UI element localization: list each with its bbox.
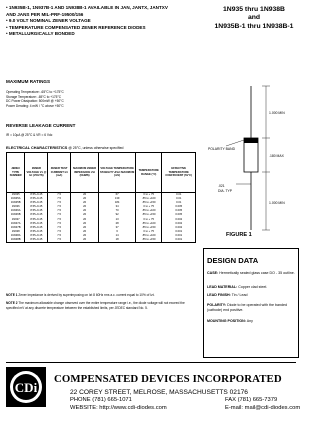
table-cell: 0.01 <box>162 193 196 198</box>
table-header: JEDEC TYPE NUMBER <box>7 153 25 193</box>
table-cell: 20 <box>70 222 98 226</box>
table-cell: 1N936 <box>7 205 25 209</box>
electrical-table <box>6 152 196 243</box>
dim-mid: .180 MAX <box>269 154 284 158</box>
table-cell: 8.55~9.45 <box>25 197 48 201</box>
table-cell: 28 <box>99 222 136 226</box>
table-cell: 8.55~9.45 <box>25 213 48 217</box>
table-cell: 0.002 <box>162 226 196 230</box>
table-cell: 7.5 <box>48 193 71 198</box>
table-cell: 20 <box>70 218 98 222</box>
table-cell: 1N938B <box>7 238 25 243</box>
company-address: 22 COREY STREET, MELROSE, MASSACHUSETTS 02176 <box>70 389 248 396</box>
table-cell: 0.005 <box>162 205 196 209</box>
note-2 <box>6 301 196 310</box>
design-item-text: Diode to be operated with the banded (cathode) end positive. <box>207 303 288 312</box>
dim-bot: 1.000 MIN <box>269 201 285 205</box>
table-cell: 8.55~9.45 <box>25 222 48 226</box>
table-cell: 20 <box>70 197 98 201</box>
bullet-1-cont: AND JANS PER MIL-PRF-19500/156 <box>6 11 84 17</box>
table-cell: 20 <box>70 201 98 205</box>
table-cell: 7.5 <box>48 238 71 243</box>
table-cell: 13 <box>99 218 136 222</box>
table-cell: 1N935 <box>7 193 25 198</box>
table-cell: -55 to +150 <box>135 226 161 230</box>
design-item-label: MOUNTING POSITION: <box>207 319 246 323</box>
company-logo <box>6 367 46 407</box>
table-cell: 7.5 <box>48 205 71 209</box>
table-cell: -55 to +100 <box>135 222 161 226</box>
max-rating-line: Storage Temperature: -65°C to +175°C <box>6 94 62 99</box>
table-cell: 0 to + 75 <box>135 193 161 198</box>
table-cell: 7.5 <box>48 222 71 226</box>
table-cell: 0.002 <box>162 222 196 226</box>
company-website[interactable]: WEBSITE: http://www.cdi-diodes.com <box>70 405 167 411</box>
note-1-label: NOTE 1 <box>6 293 18 297</box>
table-cell: 139 <box>99 197 136 201</box>
table-cell: 1N936A <box>7 209 25 213</box>
table-cell: 1N937B <box>7 226 25 230</box>
company-phone: PHONE (781) 665-1071 <box>70 397 132 403</box>
electrical-title-main: ELECTRICAL CHARACTERISTICS <box>6 146 68 150</box>
cathode-band <box>244 138 258 143</box>
table-cell: -55 to +150 <box>135 238 161 243</box>
table-cell: 8.55~9.45 <box>25 201 48 205</box>
table-cell: 34 <box>99 205 136 209</box>
electrical-title <box>6 146 123 150</box>
design-item-mounting <box>207 319 295 324</box>
table-cell: 18 <box>99 238 136 243</box>
table-cell: 1N935B <box>7 201 25 205</box>
table-header: ZENER VOLTAGE Vz @ Izt (VOLTS) <box>25 153 48 193</box>
design-item-text: Tin / Lead <box>231 293 248 297</box>
table-cell: 1N938A <box>7 234 25 238</box>
bullet-4: • METALLURGICALLY BONDED <box>6 31 75 37</box>
table-cell: 20 <box>70 209 98 213</box>
max-ratings-list <box>6 90 186 108</box>
table-cell: 1N936B <box>7 213 25 217</box>
table-cell: 14 <box>99 234 136 238</box>
design-item-text: Any <box>246 319 253 323</box>
table-cell: 20 <box>70 205 98 209</box>
table-cell: 7.5 <box>48 226 71 230</box>
table-cell: -55 to +150 <box>135 201 161 205</box>
part-line-2: and <box>247 14 261 22</box>
design-item-label: LEAD MATERIAL: <box>207 285 238 289</box>
diode-body <box>244 138 258 172</box>
table-cell: 8.55~9.45 <box>25 234 48 238</box>
design-data-title: DESIGN DATA <box>207 256 259 265</box>
design-item-text: Copper clad steel. <box>238 285 268 289</box>
table-cell: 1N937A <box>7 222 25 226</box>
part-line-3: 1N935B-1 thru 1N938B-1 <box>214 22 294 30</box>
company-fax: FAX (781) 665-7379 <box>225 397 278 403</box>
table-cell: 7.5 <box>48 209 71 213</box>
design-item-lead-finish <box>207 293 295 298</box>
table-cell: 0.005 <box>162 209 196 213</box>
diode-outline-diagram <box>206 84 296 232</box>
feature-bullets <box>6 5 196 38</box>
reverse-leakage-title: REVERSE LEAKAGE CURRENT <box>6 123 76 128</box>
max-ratings-title: MAXIMUM RATINGS <box>6 79 51 84</box>
table-cell: 0.002 <box>162 218 196 222</box>
table-cell: 7.5 <box>48 230 71 234</box>
table-cell: 20 <box>70 193 98 198</box>
table-cell: 20 <box>70 213 98 217</box>
design-item-label: LEAD FINISH: <box>207 293 231 297</box>
footer-divider <box>6 362 296 363</box>
table-cell: 0 to + 75 <box>135 230 161 234</box>
table-cell: 0.001 <box>162 234 196 238</box>
table-header: MAXIMUM ZENER IMPEDANCE Zzt (OHMS) <box>70 153 98 193</box>
table-header: TEMPERATURE RANGE (°C) <box>135 153 161 193</box>
company-name: COMPENSATED DEVICES INCORPORATED <box>54 373 282 385</box>
table-cell: 0.001 <box>162 238 196 243</box>
table-cell: -55 to +150 <box>135 213 161 217</box>
bullet-2: • 9.0 VOLT NOMINAL ZENER VOLTAGE <box>6 18 91 24</box>
table-cell: 0 to + 75 <box>135 205 161 209</box>
reverse-leakage-text: IR = 10µA @ 25°C & VR = 6 Vdc <box>6 133 53 137</box>
figure-caption: FIGURE 1 <box>226 232 252 238</box>
table-cell: 92 <box>99 213 136 217</box>
note-2-text: The maximum allowable change observed over the entire temperature range i.e., the diode voltage will not exceed the specified mV at any discrete temperature between the established limits, per JEDEC standard No. 5. <box>6 301 185 310</box>
table-cell: 7.5 <box>48 213 71 217</box>
dia-label: DIA. TYP <box>218 189 233 193</box>
table-cell: 8.55~9.45 <box>25 205 48 209</box>
table-cell: 0.01 <box>162 201 196 205</box>
company-email[interactable]: E-mail: mail@cdi-diodes.com <box>225 405 301 411</box>
table-cell: 184 <box>99 201 136 205</box>
max-rating-line: Power Derating: 4 mW / °C above +50°C <box>6 103 64 108</box>
table-cell: 8.55~9.45 <box>25 238 48 243</box>
dim-dia: .021 <box>218 184 225 188</box>
note-2-label: NOTE 2 <box>6 301 18 306</box>
note-1 <box>6 293 196 297</box>
table-cell: 7.5 <box>48 201 71 205</box>
table-cell: -55 to +100 <box>135 197 161 201</box>
table-cell: 8.55~9.45 <box>25 193 48 198</box>
table-cell: 8.55~9.45 <box>25 209 48 213</box>
table-cell: 1N935A <box>7 197 25 201</box>
table-cell: 70 <box>99 209 136 213</box>
table-cell: 7.5 <box>48 218 71 222</box>
table-cell: 8.55~9.45 <box>25 230 48 234</box>
bullet-3: • TEMPERATURE COMPENSATED ZENER REFERENCE DIODES <box>6 24 146 30</box>
bullet-1: • 1N935B-1, 1N937B-1 AND 1N938B-1 AVAILABLE IN JAN, JANTX, JANTXV <box>6 5 168 10</box>
table-cell: 1N938 <box>7 230 25 234</box>
dim-top: 1.000 MIN <box>269 111 285 115</box>
note-1-text: Zener impedance is derived by superimposing on Izt 8 60Hz rms a.c. current equal to 10% of Izt. <box>18 293 155 297</box>
max-rating-line: DC Power Dissipation: 500mW @ +50°C <box>6 99 64 104</box>
table-header: ZENER TEST CURRENT Izt (mA) <box>48 153 71 193</box>
table-cell: 20 <box>70 234 98 238</box>
table-header: EFFECTIVE TEMPERATURE COEFFICIENT (%/°C) <box>162 153 196 193</box>
table-cell: 0 to + 75 <box>135 218 161 222</box>
polarity-label: POLARITY BAND <box>208 147 236 151</box>
design-item-case <box>207 271 295 276</box>
notes <box>6 293 196 314</box>
table-cell: 7.5 <box>48 234 71 238</box>
electrical-subtitle: @ 25°C, unless otherwise specified <box>68 146 124 150</box>
table-cell: 20 <box>70 230 98 234</box>
part-number-heading <box>212 6 296 31</box>
table-cell: 7.5 <box>48 197 71 201</box>
table-cell: 0.001 <box>162 230 196 234</box>
table-cell: 1N937 <box>7 218 25 222</box>
table-cell: -55 to +100 <box>135 209 161 213</box>
table-cell: 20 <box>70 238 98 243</box>
table-cell: 8.55~9.45 <box>25 218 48 222</box>
table-cell: 67 <box>99 193 136 198</box>
table-cell: 8.55~9.45 <box>25 226 48 230</box>
part-line-1: 1N935 thru 1N938B <box>223 6 285 13</box>
design-item-text: Hermetically sealed glass case DO - 35 outline. <box>219 271 295 275</box>
design-item-lead-material <box>207 285 295 290</box>
design-item-polarity <box>207 303 295 313</box>
max-rating-line: Operating Temperature: -65°C to +175°C <box>6 90 64 94</box>
table-cell: -55 to +100 <box>135 234 161 238</box>
table-cell: 0.005 <box>162 213 196 217</box>
logo-text: CDi <box>14 380 38 395</box>
design-item-label: POLARITY: <box>207 303 227 307</box>
table-row <box>7 238 196 243</box>
design-item-label: CASE: <box>207 271 219 275</box>
table-cell: 37 <box>99 226 136 230</box>
table-cell: 0.01 <box>162 197 196 201</box>
table-cell: 20 <box>70 226 98 230</box>
table-cell: 6 <box>99 230 136 234</box>
table-header: VOLTAGE TEMPERATURE STABILITY ΔVzt MAXIMUM (mV) <box>99 153 136 193</box>
